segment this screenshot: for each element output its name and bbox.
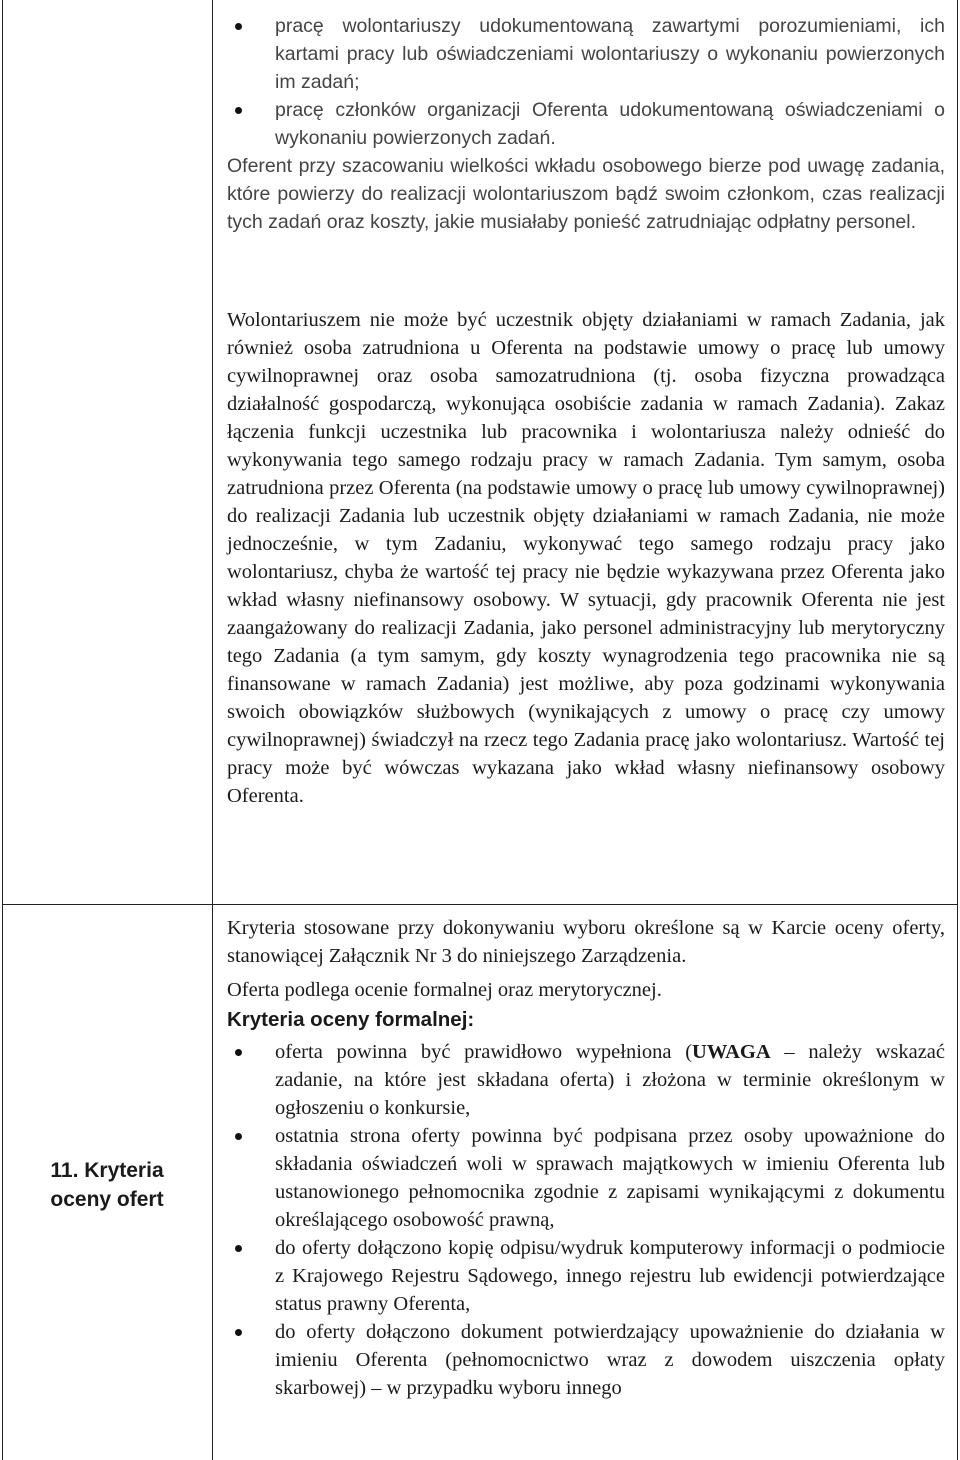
list-item (227, 1234, 945, 1318)
list-item-text: – należy wskazać zadanie, na które jest składana oferta) i złożona w terminie określonym w ogłoszeniu o konkursie, (275, 1041, 946, 1119)
formal-criteria-heading: Kryteria oceny formalnej: (227, 1008, 475, 1031)
list-item-text: do oferty dołączono kopię odpisu/wydruk komputerowy informacji o podmiocie z Krajowego Rejestru Sądowego, innego rejestru lub ewidencji potwierdzające status prawny Oferenta, (275, 1237, 945, 1315)
bullet-icon (235, 23, 242, 30)
evaluation-note: Oferta podlega ocenie formalnej oraz merytorycznej. (227, 979, 662, 1001)
formal-criteria-list (227, 1038, 945, 1402)
table-column-divider (212, 0, 213, 1460)
list-item (227, 1038, 945, 1122)
section-label (14, 1156, 200, 1214)
table-border-left (2, 0, 3, 1460)
bullet-icon (235, 1245, 242, 1252)
list-item-text: ostatnia strona oferty powinna być podpisana przez osoby upoważnione do składania oświadczeń woli w sprawach majątkowych w imieniu Oferenta lub ustanowionego pełnomocnika zgodnie z zapisami wynikającymi z dokumentu określającego osobowość prawną, (275, 1125, 945, 1231)
list-item (227, 12, 945, 96)
bullet-icon (235, 1133, 242, 1140)
personal-contribution-paragraph: Oferent przy szacowaniu wielkości wkładu osobowego bierze pod uwagę zadania, które powierzy do realizacji wolontariuszom bądź swoim członkom, czas realizacji tych zadań oraz koszty, jakie musiałaby ponieść zatrudniając odpłatny personel. (227, 155, 945, 233)
warning-label: UWAGA (692, 1041, 771, 1063)
table-border-right (957, 0, 958, 1460)
bullet-icon (235, 107, 242, 114)
list-item-text: oferta powinna być prawidłowo wypełniona ( (275, 1041, 693, 1063)
list-item (227, 1318, 945, 1402)
section-label-line1: 11. Kryteria (50, 1159, 164, 1182)
section-content (227, 914, 945, 1402)
list-item (227, 96, 945, 152)
evidence-list (227, 12, 945, 152)
section-label-line2: oceny ofert (50, 1188, 164, 1211)
list-item-text: pracę członków organizacji Oferenta udokumentowaną oświadczeniami o wykonaniu powierzonych zadań. (275, 99, 945, 149)
volunteer-paragraph: Wolontariuszem nie może być uczestnik objęty działaniami w ramach Zadania, jak również osoba zatrudniona u Oferenta na podstawie umowy o pracę lub umowy cywilnoprawnej oraz osoba samozatrudniona (tj. osoba fizyczna prowadząca działalność gospodarczą, wykonująca osobiście zadania w ramach Zadania). Zakaz łączenia funkcji uczestnika lub pracownika i wolontariusza należy odnieść do wykonywania tego samego rodzaju pracy w ramach Zadania. Tym samym, osoba zatrudniona przez Oferenta (na podstawie umowy o pracę lub umowy cywilnoprawnej) do realizacji Zadania lub uczestnik objęty działaniami w ramach Zadania, nie może jednocześnie, w tym Zadaniu, wykonywać tego samego rodzaju pracy jako wolontariusz, chyba że wartość tej pracy nie będzie wykazywana przez Oferenta jako wkład własny niefinansowy osobowy. W sytuacji, gdy pracownik Oferenta nie jest zaangażowany do realizacji Zadania, jako personel administracyjny lub merytoryczny tego Zadania (a tym samym, gdy koszty wynagrodzenia tego pracownika nie są finansowane w ramach Zadania) jest możliwe, aby poza godzinami wykonywania swoich obowiązków służbowych (wynikających z umowy o pracę czy umowy cywilnoprawnej) świadczył na rzecz tego Zadania pracę jako wolontariusz. Wartość tej pracy może być wówczas wykazana jako wkład własny niefinansowy osobowy Oferenta. (227, 309, 945, 807)
list-item-text: do oferty dołączono dokument potwierdzający upoważnienie do działania w imieniu Oferenta (pełnomocnictwo wraz z dowodem uiszczenia opłaty skarbowej) – w przypadku wyboru innego (275, 1321, 945, 1399)
list-item-text: pracę wolontariuszy udokumentowaną zawartymi porozumieniami, ich kartami pracy lub oświadczeniami wolontariuszy o wykonaniu powierzonych im zadań; (275, 15, 945, 93)
list-item (227, 1122, 945, 1234)
criteria-intro: Kryteria stosowane przy dokonywaniu wyboru określone są w Karcie oceny oferty, stanowiącej Załącznik Nr 3 do niniejszego Zarządzenia. (227, 917, 945, 967)
bullet-icon (235, 1329, 242, 1336)
volunteer-cell (227, 306, 945, 810)
row-divider (2, 904, 958, 905)
top-cell (227, 12, 945, 236)
bullet-icon (235, 1049, 242, 1056)
